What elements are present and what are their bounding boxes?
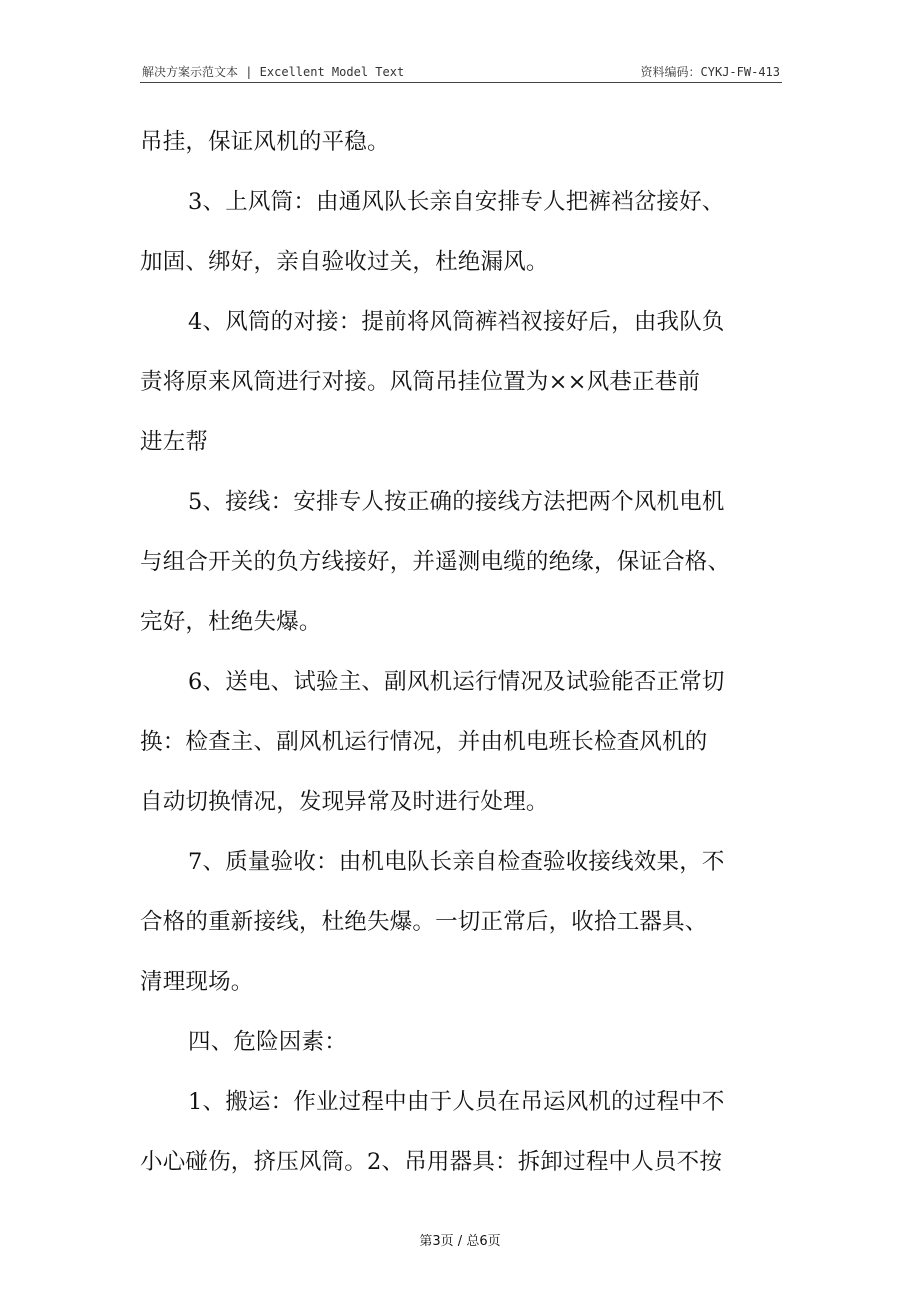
text-line: 责将原来风筒进行对接。风筒吊挂位置为××风巷正巷前 — [140, 369, 701, 395]
text-line: 4、风筒的对接：提前将风筒裤裆衩接好后，由我队负 — [188, 309, 725, 335]
text-line: 6、送电、试验主、副风机运行情况及试验能否正常切 — [188, 669, 725, 695]
text-line: 吊挂，保证风机的平稳。 — [140, 129, 390, 155]
text-line: 3、上风筒：由通风队长亲自安排专人把裤裆岔接好、 — [188, 189, 725, 215]
text-line: 清理现场。 — [140, 969, 254, 995]
text-line: 7、质量验收：由机电队长亲自检查验收接线效果，不 — [188, 849, 725, 875]
text-line: 小心碰伤，挤压风筒。2、吊用器具：拆卸过程中人员不按 — [140, 1149, 723, 1175]
header-document-code: 资料编码：CYKJ-FW-413 — [640, 65, 780, 79]
text-line: 四、危险因素： — [188, 1029, 347, 1055]
text-line: 与组合开关的负方线接好，并遥测电缆的绝缘，保证合格、 — [140, 549, 731, 575]
page-header — [140, 62, 782, 83]
page-number: 第3页 / 总6页 — [419, 1234, 501, 1249]
text-line: 加固、绑好，亲自验收过关，杜绝漏风。 — [140, 249, 549, 275]
text-line: 完好，杜绝失爆。 — [140, 609, 322, 635]
text-line: 1、搬运：作业过程中由于人员在吊运风机的过程中不 — [188, 1089, 725, 1115]
text-line: 换：检查主、副风机运行情况，并由机电班长检查风机的 — [140, 729, 708, 755]
text-line: 合格的重新接线，杜绝失爆。一切正常后，收拾工器具、 — [140, 909, 708, 935]
text-line: 进左帮 — [140, 429, 209, 455]
header-title: 解决方案示范文本 | Excellent Model Text — [142, 65, 405, 79]
text-line: 5、接线：安排专人按正确的接线方法把两个风机电机 — [188, 489, 725, 515]
text-line: 自动切换情况，发现异常及时进行处理。 — [140, 789, 549, 815]
document-body — [140, 118, 776, 1198]
page-footer — [0, 1230, 920, 1249]
